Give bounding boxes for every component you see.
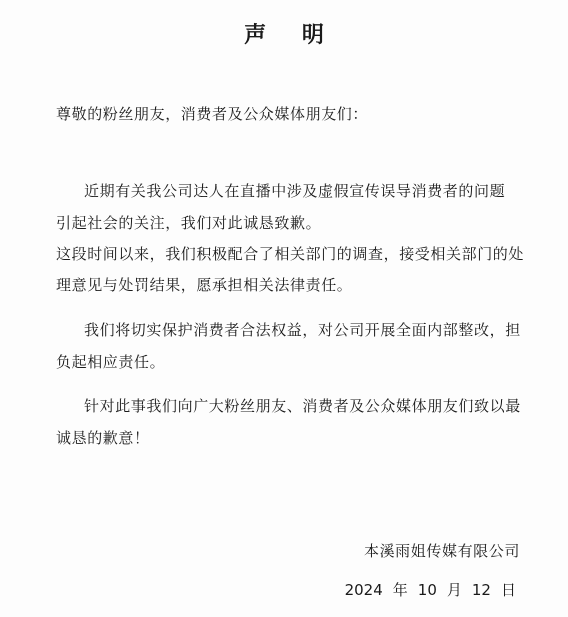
paragraph-4-line-2: 诚恳的歉意！	[56, 429, 150, 447]
date-day-unit: 日	[500, 581, 516, 599]
paragraph-4-line-1: 针对此事我们向广大粉丝朋友、消费者及公众媒体朋友们致以最	[84, 397, 521, 415]
company-signature: 本溪雨姐传媒有限公司	[363, 542, 520, 560]
date-month-unit: 月	[446, 581, 462, 599]
paragraph-3-line-2: 负起相应责任。	[56, 353, 166, 371]
date-day: 12	[471, 581, 491, 599]
document-date	[339, 580, 520, 600]
paragraph-1-line-2: 引起社会的关注，我们对此诚恳致歉。	[56, 214, 322, 232]
paragraph-3-line-1: 我们将切实保护消费者合法权益，对公司开展全面内部整改，担	[84, 321, 521, 339]
paragraph-2-line-2: 理意见与处罚结果，愿承担相关法律责任。	[56, 276, 353, 294]
paragraph-2-line-1: 这段时间以来，我们积极配合了相关部门的调查，接受相关部门的处	[56, 245, 525, 263]
document-title: 声 明	[244, 23, 338, 48]
date-month: 10	[417, 581, 437, 599]
date-year: 2024	[344, 581, 383, 599]
salutation: 尊敬的粉丝朋友，消费者及公众媒体朋友们：	[56, 105, 369, 123]
date-year-unit: 年	[392, 581, 408, 599]
paragraph-1-line-1: 近期有关我公司达人在直播中涉及虚假宣传误导消费者的问题	[84, 182, 506, 200]
